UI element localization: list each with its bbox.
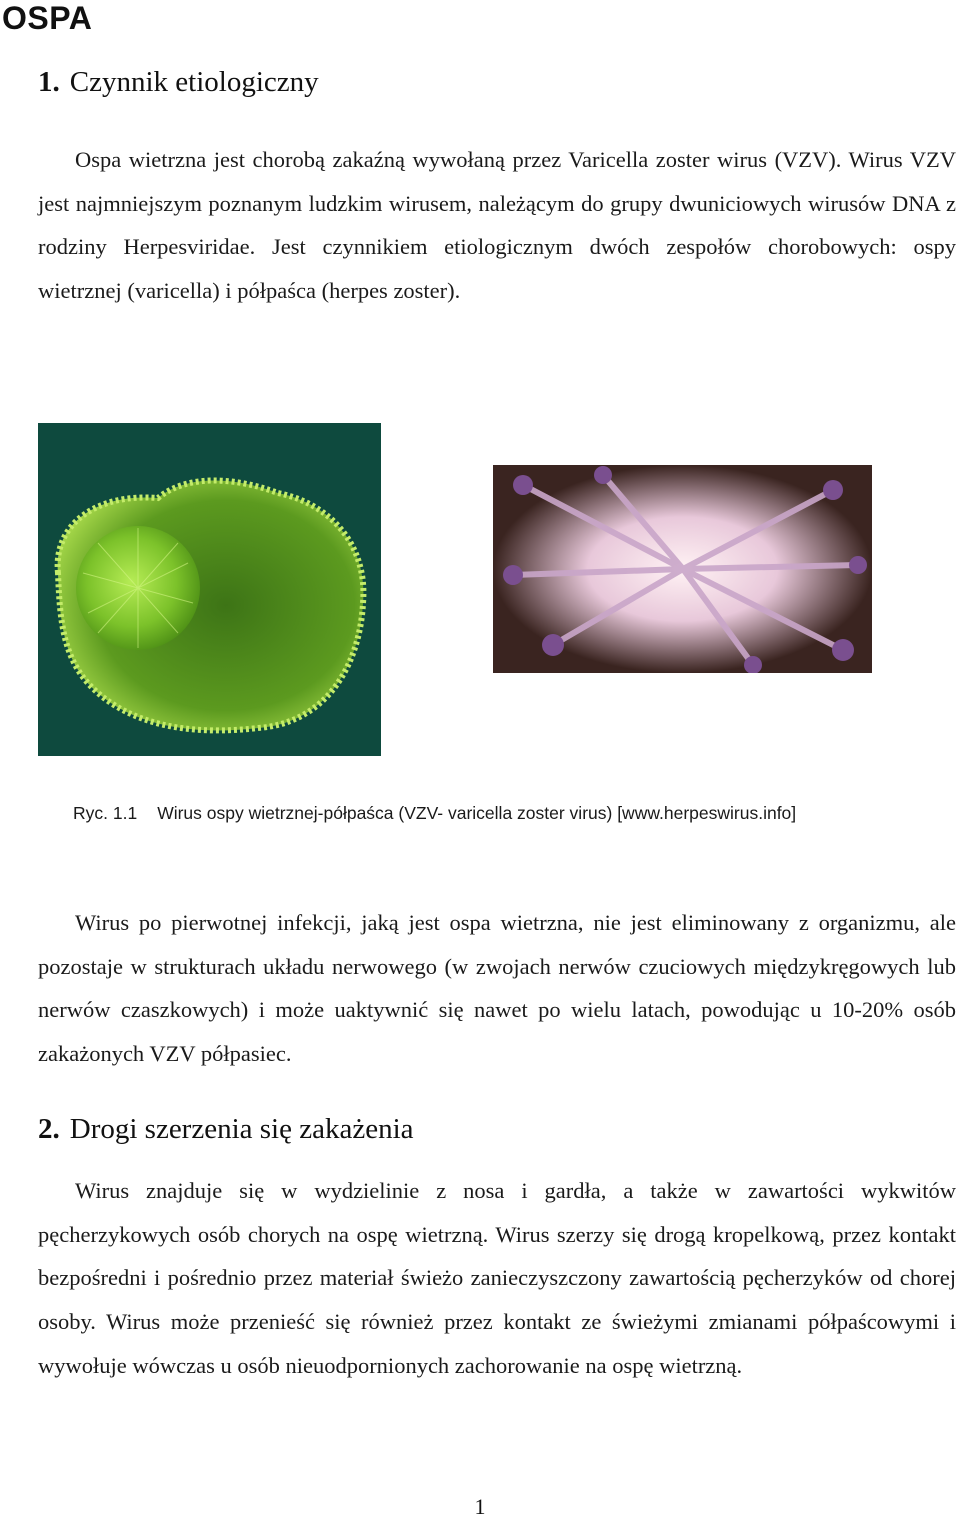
transmission-paragraph: Wirus znajduje się w wydzielinie z nosa i gardła, a także w zawartości wykwitów pęcherzykowych osób chorych na ospę wietrzną. Wirus szerzy się drogą kropelkową, przez kontakt bezpośredni i pośrednio przez materiał świeżo zanieczyszczony zawartością pęcherzyków od chorej osoby. Wirus może przenieść się również przez kontakt ze świeżymi zmianami półpaścowymi i wywołuje wówczas u osób nieuodpornionych zachorowanie na ospę wietrzną. [38,1178,956,1378]
section-heading-etiology [38,64,319,100]
page-number: 1 [474,1494,486,1519]
section-title: Czynnik etiologiczny [69,66,319,98]
latency-paragraph: Wirus po pierwotnej infekcji, jaką jest ospa wietrzna, nie jest eliminowany z organizmu, ale pozostaje w strukturach układu nerwowego (w zwojach nerwów czuciowych międzykręgowych lub nerwów czaszkowych) i może uaktywnić się nawet po wielu latach, powodując u 10-20% osób zakażonych VZV półpasiec. [38,910,956,1067]
figure-number: Ryc. 1.1 [73,803,138,823]
figure-caption-text: Wirus ospy wietrznej-półpaśca (VZV- varicella zoster virus) [www.herpeswirus.info] [157,803,797,823]
etiology-paragraph: Ospa wietrzna jest chorobą zakaźną wywołaną przez Varicella zoster wirus (VZV). Wirus VZV jest najmniejszym poznanym ludzkim wirusem, należącym do grupy dwuniciowych wirusów DNA z rodziny Herpesviridae. Jest czynnikiem etiologicznym dwóch zespołów chorobowych: ospy wietrznej (varicella) i półpaśca (herpes zoster). [38,147,956,304]
section-title: Drogi szerzenia się zakażenia [69,1113,414,1145]
section-number: 2. [38,1113,60,1145]
figure-caption [73,801,796,825]
section-heading-transmission [38,1111,414,1147]
section-number: 1. [38,66,60,98]
vzv-micrograph-image [38,423,381,756]
document-title: OSPA [2,0,93,36]
vzv-3d-model-image [493,465,872,673]
